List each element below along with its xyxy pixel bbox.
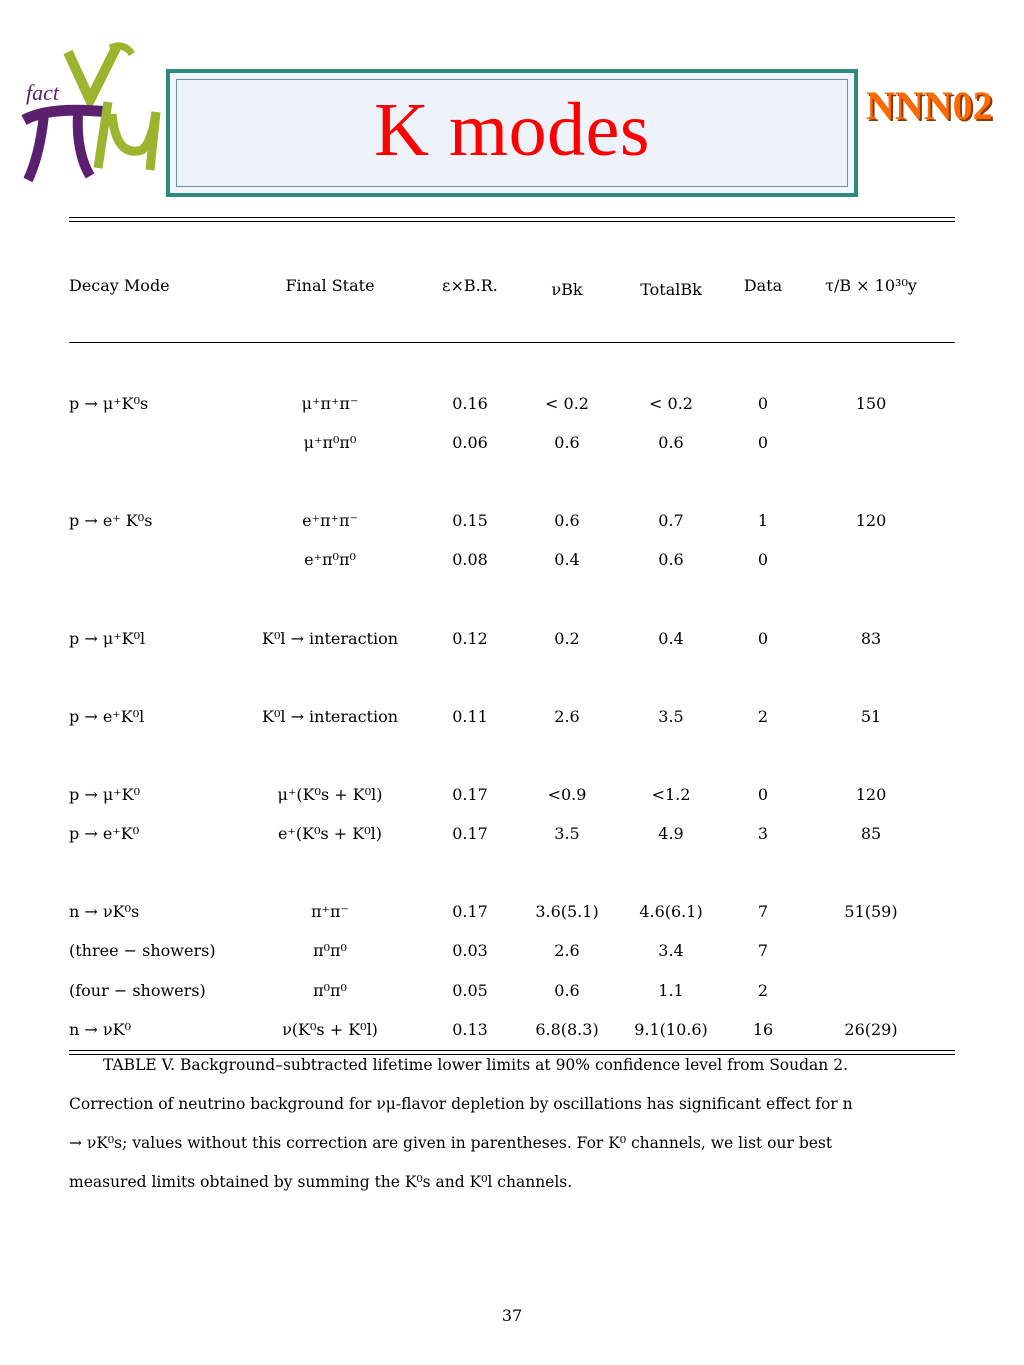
decay-mode-cell: n → νK⁰s xyxy=(69,902,140,921)
final-state-cell: e⁺π⁺π⁻ xyxy=(302,511,358,530)
nu-bk-cell: 2.6 xyxy=(554,707,580,726)
lifetime-cell: 51 xyxy=(860,707,882,726)
decay-mode-cell: p → μ⁺K⁰s xyxy=(69,394,149,413)
efficiency-cell: 0.17 xyxy=(452,785,488,804)
fact-logo xyxy=(20,42,170,192)
efficiency-cell: 0.17 xyxy=(452,824,488,843)
efficiency-cell: 0.12 xyxy=(452,629,488,648)
final-state-cell: μ⁺π⁰π⁰ xyxy=(303,433,357,452)
total-bk-cell: 1.1 xyxy=(658,981,684,1000)
col-header-data: Data xyxy=(743,276,783,295)
decay-mode-cell: (four − showers) xyxy=(69,981,206,1000)
top-rule-2 xyxy=(69,221,955,222)
lifetime-cell: 150 xyxy=(855,394,887,413)
final-state-cell: π⁰π⁰ xyxy=(313,981,347,1000)
total-bk-cell: 0.4 xyxy=(658,629,684,648)
nu-bk-cell: 2.6 xyxy=(554,941,580,960)
total-bk-cell: 3.5 xyxy=(658,707,684,726)
final-state-cell: π⁰π⁰ xyxy=(313,941,347,960)
decay-mode-cell: p → e⁺K⁰l xyxy=(69,707,145,726)
efficiency-cell: 0.16 xyxy=(452,394,488,413)
total-bk-cell: < 0.2 xyxy=(649,394,693,413)
caption-line: Correction of neutrino background for νμ-flavor depletion by oscillations has significant effect for n xyxy=(69,1095,853,1113)
efficiency-cell: 0.05 xyxy=(452,981,488,1000)
final-state-cell: K⁰l → interaction xyxy=(261,707,399,726)
nu-bk-cell: 0.4 xyxy=(554,550,580,569)
col-header-final-state: Final State xyxy=(285,276,375,295)
final-state-cell: K⁰l → interaction xyxy=(261,629,399,648)
data-cell: 7 xyxy=(757,902,769,921)
efficiency-cell: 0.06 xyxy=(452,433,488,452)
nu-bk-cell: 0.6 xyxy=(554,981,580,1000)
page-title: K modes xyxy=(374,88,650,172)
total-bk-cell: 0.6 xyxy=(658,550,684,569)
efficiency-cell: 0.11 xyxy=(452,707,488,726)
lifetime-cell: 120 xyxy=(855,511,887,530)
data-cell: 1 xyxy=(757,511,769,530)
data-cell: 0 xyxy=(757,550,769,569)
nu-bk-cell: 0.2 xyxy=(554,629,580,648)
efficiency-cell: 0.08 xyxy=(452,550,488,569)
decay-mode-cell: p → e⁺ K⁰s xyxy=(69,511,153,530)
decay-mode-cell: p → e⁺K⁰ xyxy=(69,824,140,843)
final-state-cell: e⁺(K⁰s + K⁰l) xyxy=(277,824,383,843)
nu-bk-cell: < 0.2 xyxy=(545,394,589,413)
nu-bk-cell: 0.6 xyxy=(554,511,580,530)
data-cell: 2 xyxy=(757,981,769,1000)
total-bk-cell: <1.2 xyxy=(651,785,691,804)
lifetime-cell: 51(59) xyxy=(844,902,898,921)
efficiency-cell: 0.13 xyxy=(452,1020,488,1039)
data-cell: 0 xyxy=(757,785,769,804)
final-state-cell: μ⁺π⁺π⁻ xyxy=(301,394,359,413)
header-rule xyxy=(69,342,955,343)
lifetime-cell: 83 xyxy=(860,629,882,648)
total-bk-cell: 4.9 xyxy=(658,824,684,843)
decay-mode-cell: p → μ⁺K⁰l xyxy=(69,629,146,648)
efficiency-cell: 0.15 xyxy=(452,511,488,530)
conference-badge: NNN02 xyxy=(866,83,993,128)
data-cell: 7 xyxy=(757,941,769,960)
col-header-decay-mode: Decay Mode xyxy=(69,276,170,295)
data-cell: 0 xyxy=(757,433,769,452)
total-bk-cell: 9.1(10.6) xyxy=(634,1020,708,1039)
title-box xyxy=(166,69,858,197)
final-state-cell: ν(K⁰s + K⁰l) xyxy=(282,1020,378,1039)
total-bk-cell: 0.7 xyxy=(658,511,684,530)
nu-bk-cell: 3.6(5.1) xyxy=(535,902,599,921)
data-cell: 0 xyxy=(757,629,769,648)
col-header-efficiency: ε×B.R. xyxy=(442,276,498,295)
logo-text: fact xyxy=(26,80,59,105)
data-cell: 2 xyxy=(757,707,769,726)
decay-mode-cell: (three − showers) xyxy=(69,941,216,960)
total-bk-cell: 0.6 xyxy=(658,433,684,452)
col-header-total-bk: TotalBk xyxy=(640,280,702,299)
total-bk-cell: 4.6(6.1) xyxy=(639,902,703,921)
lifetime-cell: 26(29) xyxy=(844,1020,898,1039)
total-bk-cell: 3.4 xyxy=(658,941,684,960)
lifetime-cell: 120 xyxy=(855,785,887,804)
efficiency-cell: 0.03 xyxy=(452,941,488,960)
page-number: 37 xyxy=(501,1306,523,1325)
decay-mode-cell: n → νK⁰ xyxy=(69,1020,131,1039)
final-state-cell: π⁺π⁻ xyxy=(311,902,349,921)
table-caption xyxy=(69,1046,955,1202)
decay-mode-cell: p → μ⁺K⁰ xyxy=(69,785,141,804)
data-cell: 16 xyxy=(752,1020,774,1039)
efficiency-cell: 0.17 xyxy=(452,902,488,921)
data-cell: 0 xyxy=(757,394,769,413)
nu-bk-cell: 3.5 xyxy=(554,824,580,843)
col-header-lifetime: τ/B × 10³⁰y xyxy=(825,276,917,295)
caption-line: measured limits obtained by summing the K⁰s and K⁰l channels. xyxy=(69,1173,573,1191)
lifetime-cell: 85 xyxy=(860,824,882,843)
data-cell: 3 xyxy=(757,824,769,843)
final-state-cell: μ⁺(K⁰s + K⁰l) xyxy=(277,785,383,804)
nu-bk-cell: <0.9 xyxy=(547,785,587,804)
top-rule xyxy=(69,217,955,218)
final-state-cell: e⁺π⁰π⁰ xyxy=(304,550,356,569)
caption-line: TABLE V. Background–subtracted lifetime lower limits at 90% confidence level from Soudan 2. xyxy=(103,1056,848,1074)
nu-bk-cell: 0.6 xyxy=(554,433,580,452)
nu-bk-cell: 6.8(8.3) xyxy=(535,1020,599,1039)
caption-line: → νK⁰s; values without this correction are given in parentheses. For K⁰ channels, we list our best xyxy=(69,1134,833,1152)
col-header-nu-bk: νBk xyxy=(551,280,583,299)
